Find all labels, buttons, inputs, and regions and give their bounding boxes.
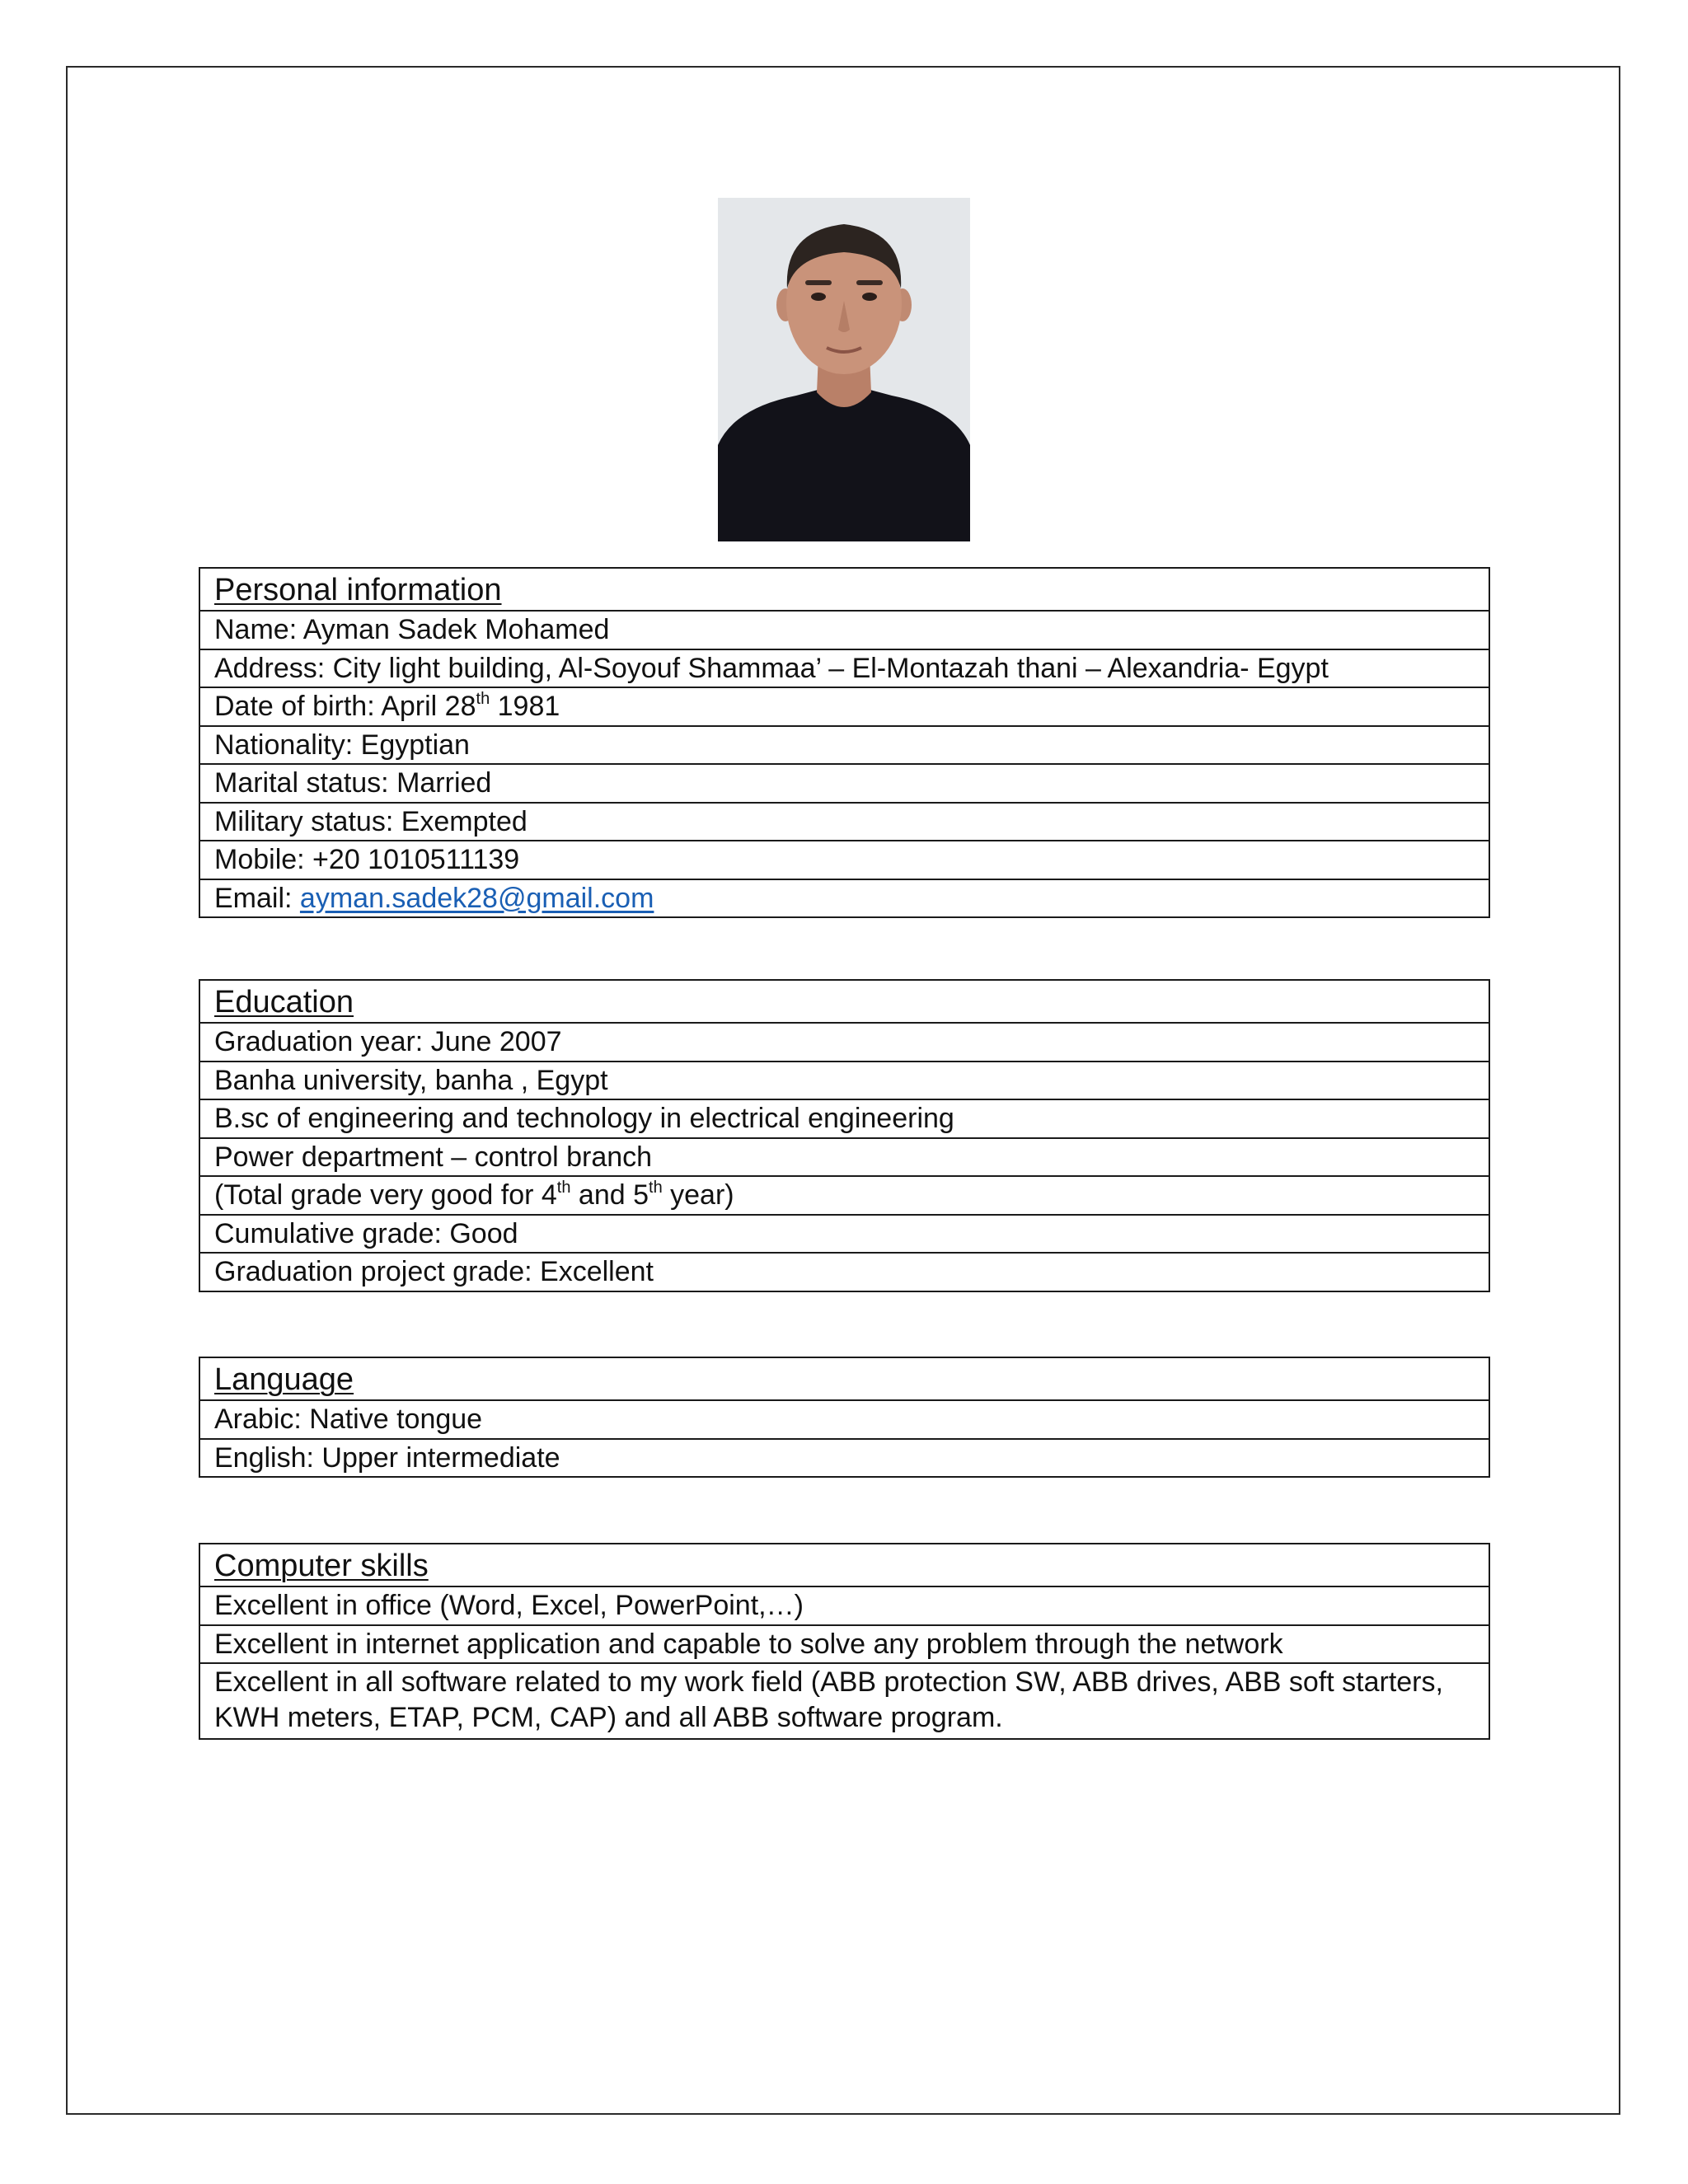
military-status-row: Military status: Exempted — [200, 802, 1489, 841]
address-row: Address: City light building, Al-Soyouf Shammaa’ – El-Montazah thani – Alexandria- Egypt — [200, 649, 1489, 687]
section-heading-language: Language — [214, 1362, 354, 1397]
section-heading-computer-skills: Computer skills — [214, 1549, 429, 1583]
computer-skills-table — [199, 1543, 1490, 1740]
department-row: Power department – control branch — [200, 1137, 1489, 1176]
section-heading-personal: Personal information — [214, 573, 502, 607]
internet-skills-row: Excellent in internet application and capable to solve any problem through the network — [200, 1624, 1489, 1663]
degree-row: B.sc of engineering and technology in electrical engineering — [200, 1099, 1489, 1137]
email-row: Email: ayman.sadek28@gmail.com — [200, 879, 1489, 917]
email-link[interactable]: ayman.sadek28@gmail.com — [299, 882, 654, 914]
language-table — [199, 1357, 1490, 1478]
software-skills-row: Excellent in all software related to my work field (ABB protection SW, ABB drives, ABB soft starters, KWH meters, ETAP, PCM, CAP) and all ABB software program. — [200, 1662, 1489, 1738]
portrait-photo-icon — [718, 198, 970, 541]
section-heading-education: Education — [214, 985, 354, 1019]
graduation-year-row: Graduation year: June 2007 — [200, 1022, 1489, 1061]
profile-photo — [718, 198, 970, 541]
mobile-row: Mobile: +20 1010511139 — [200, 840, 1489, 879]
arabic-row: Arabic: Native tongue — [200, 1399, 1489, 1438]
personal-information-table — [199, 567, 1490, 918]
project-grade-row: Graduation project grade: Excellent — [200, 1252, 1489, 1291]
date-of-birth-row: Date of birth: April 28th 1981 — [200, 687, 1489, 725]
marital-status-row: Marital status: Married — [200, 763, 1489, 802]
education-table — [199, 979, 1490, 1292]
office-skills-row: Excellent in office (Word, Excel, PowerPoint,…) — [200, 1586, 1489, 1624]
name-row: Name: Ayman Sadek Mohamed — [200, 610, 1489, 649]
university-row: Banha university, banha , Egypt — [200, 1061, 1489, 1099]
cumulative-grade-row: Cumulative grade: Good — [200, 1214, 1489, 1253]
total-grade-row: (Total grade very good for 4th and 5th year) — [200, 1175, 1489, 1214]
nationality-row: Nationality: Egyptian — [200, 725, 1489, 764]
english-row: English: Upper intermediate — [200, 1438, 1489, 1477]
